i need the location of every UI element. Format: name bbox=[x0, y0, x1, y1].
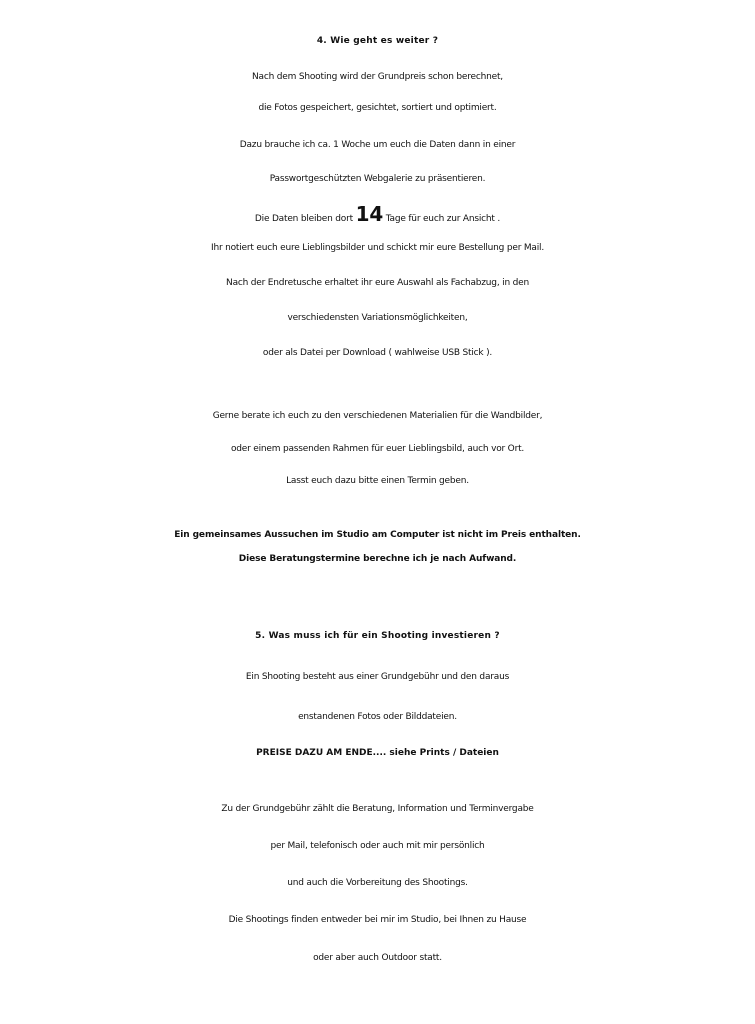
note-line-1: Ein gemeinsames Aussuchen im Studio am Computer ist nicht im Preis enthalten. bbox=[174, 530, 581, 540]
section-4-line-1: Nach dem Shooting wird der Grundpreis schon berechnet, bbox=[252, 72, 503, 82]
days-number: 14 bbox=[355, 202, 384, 226]
section-5-heading: 5. Was muss ich für ein Shooting investieren ? bbox=[255, 631, 500, 641]
section-4-line-8: oder als Datei per Download ( wahlweise USB Stick ). bbox=[262, 348, 493, 358]
section-4-line-2: die Fotos gespeichert, gesichtet, sortiert und optimiert. bbox=[258, 103, 497, 113]
section-5-detail-3: und auch die Vorbereitung des Shootings. bbox=[287, 878, 468, 888]
advice-line-1: Gerne berate ich euch zu den verschiedenen Materialien für die Wandbilder, bbox=[212, 411, 543, 421]
advice-line-2: oder einem passenden Rahmen für euer Lieblingsbild, auch vor Ort. bbox=[230, 444, 525, 454]
section-4-line-5: Ihr notiert euch eure Lieblingsbilder und schickt mir eure Bestellung per Mail. bbox=[210, 243, 545, 253]
section-4-line-3: Dazu brauche ich ca. 1 Woche um euch die Daten dann in einer bbox=[239, 140, 516, 150]
section-4-line-6: Nach der Endretusche erhaltet ihr eure Auswahl als Fachabzug, in den bbox=[226, 278, 529, 288]
days-line-before: Die Daten bleiben dort bbox=[254, 214, 356, 224]
section-5-detail-5: oder aber auch Outdoor statt. bbox=[313, 953, 442, 963]
note-line-2: Diese Beratungstermine berechne ich je nach Aufwand. bbox=[238, 554, 517, 564]
section-5-detail-2: per Mail, telefonisch oder auch mit mir persönlich bbox=[270, 841, 485, 851]
section-5-intro-2: enstandenen Fotos oder Bilddateien. bbox=[298, 712, 457, 722]
section-4-days-line bbox=[0, 203, 755, 230]
section-4-line-4: Passwortgeschützten Webgalerie zu präsentieren. bbox=[269, 174, 486, 184]
section-5-detail-1: Zu der Grundgebühr zählt die Beratung, Information und Terminvergabe bbox=[221, 804, 534, 814]
days-line-after: Tage für euch zur Ansicht . bbox=[383, 214, 501, 224]
prices-line: PREISE DAZU AM ENDE.... siehe Prints / Dateien bbox=[256, 748, 499, 758]
section-4-heading: 4. Wie geht es weiter ? bbox=[316, 36, 439, 46]
section-4-line-7: verschiedensten Variationsmöglichkeiten, bbox=[287, 313, 468, 323]
section-5-detail-4: Die Shootings finden entweder bei mir im Studio, bei Ihnen zu Hause bbox=[228, 915, 527, 925]
advice-line-3: Lasst euch dazu bitte einen Termin geben. bbox=[286, 476, 469, 486]
section-5-intro-1: Ein Shooting besteht aus einer Grundgebühr und den daraus bbox=[245, 672, 510, 682]
